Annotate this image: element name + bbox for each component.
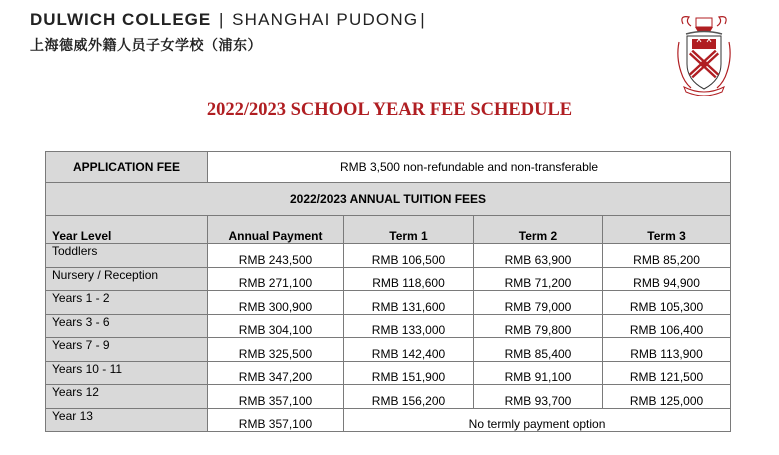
table-row [46,338,731,362]
term-1-cell: RMB 106,500 [344,244,474,268]
brand-main: DULWICH COLLEGE [30,10,212,29]
term-2-cell: RMB 79,000 [474,291,603,315]
year-level-cell: Year 13 [46,408,208,432]
annual-payment-cell: RMB 325,500 [208,338,344,362]
term-2-cell: RMB 79,800 [474,314,603,338]
year-level-cell: Toddlers [46,244,208,268]
table-row [46,385,731,409]
column-header-term-3: Term 3 [603,216,731,244]
table-row [46,314,731,338]
column-header-year-level: Year Level [46,216,208,244]
term-2-cell: RMB 85,400 [474,338,603,362]
annual-payment-cell: RMB 243,500 [208,244,344,268]
table-row [46,361,731,385]
term-1-cell: RMB 131,600 [344,291,474,315]
table-row [46,408,731,432]
no-termly-payment-note: No termly payment option [344,408,731,432]
application-fee-value: RMB 3,500 non-refundable and non-transferable [208,152,731,183]
fee-schedule-table [45,151,731,432]
annual-payment-cell: RMB 357,100 [208,408,344,432]
term-3-cell: RMB 113,900 [603,338,731,362]
chinese-school-name: 上海德威外籍人员子女学校（浦东） [30,37,262,53]
year-level-cell: Years 3 - 6 [46,314,208,338]
application-fee-row [46,152,731,183]
school-header [30,10,428,55]
brand-sub: SHANGHAI PUDONG [232,10,419,29]
term-3-cell: RMB 105,300 [603,291,731,315]
term-3-cell: RMB 94,900 [603,267,731,291]
column-header-row [46,216,731,244]
table-row [46,267,731,291]
column-header-term-2: Term 2 [474,216,603,244]
term-2-cell: RMB 71,200 [474,267,603,291]
dulwich-crest-icon [675,12,733,96]
term-3-cell: RMB 106,400 [603,314,731,338]
annual-payment-cell: RMB 271,100 [208,267,344,291]
term-1-cell: RMB 118,600 [344,267,474,291]
brand-end-separator: | [420,10,426,29]
table-row [46,291,731,315]
column-header-annual-payment: Annual Payment [208,216,344,244]
term-1-cell: RMB 156,200 [344,385,474,409]
term-3-cell: RMB 125,000 [603,385,731,409]
annual-payment-cell: RMB 357,100 [208,385,344,409]
year-level-cell: Years 1 - 2 [46,291,208,315]
fee-schedule-title: 2022/2023 SCHOOL YEAR FEE SCHEDULE [206,100,573,120]
term-1-cell: RMB 151,900 [344,361,474,385]
annual-payment-cell: RMB 304,100 [208,314,344,338]
term-3-cell: RMB 121,500 [603,361,731,385]
year-level-cell: Years 7 - 9 [46,338,208,362]
term-2-cell: RMB 93,700 [474,385,603,409]
term-1-cell: RMB 133,000 [344,314,474,338]
application-fee-label: APPLICATION FEE [46,152,208,183]
year-level-cell: Years 10 - 11 [46,361,208,385]
table-row [46,244,731,268]
term-2-cell: RMB 91,100 [474,361,603,385]
term-3-cell: RMB 85,200 [603,244,731,268]
annual-payment-cell: RMB 300,900 [208,291,344,315]
year-level-cell: Nursery / Reception [46,267,208,291]
tuition-section-title: 2022/2023 ANNUAL TUITION FEES [46,183,731,216]
brand-separator: | [218,10,225,29]
annual-payment-cell: RMB 347,200 [208,361,344,385]
school-brand [30,10,428,30]
tuition-section-row [46,183,731,216]
column-header-term-1: Term 1 [344,216,474,244]
term-1-cell: RMB 142,400 [344,338,474,362]
term-2-cell: RMB 63,900 [474,244,603,268]
year-level-cell: Years 12 [46,385,208,409]
